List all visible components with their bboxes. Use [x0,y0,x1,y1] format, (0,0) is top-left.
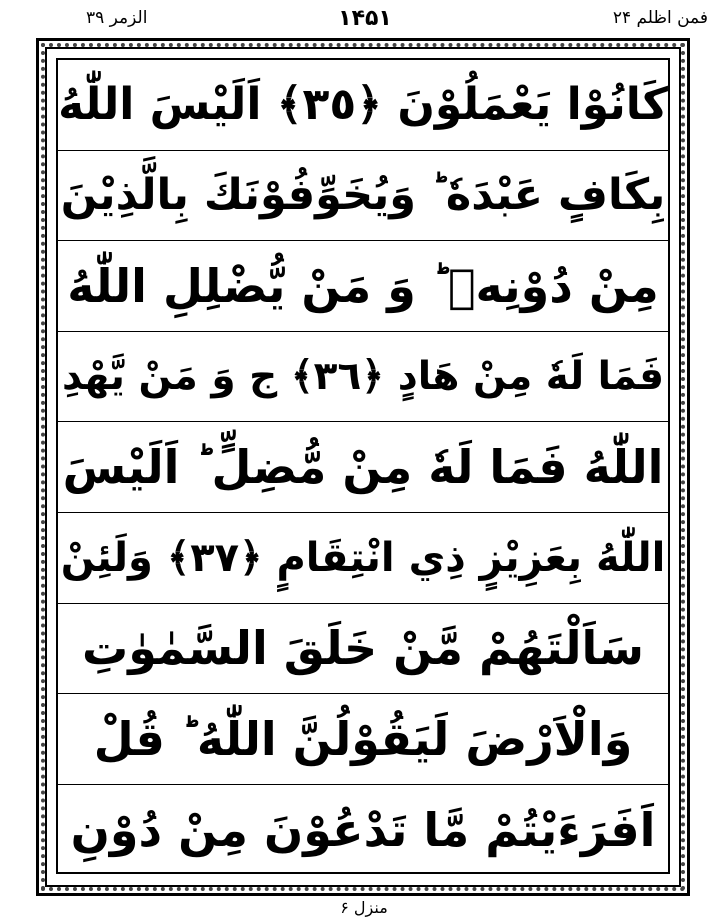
verse-line: وَالْاَرْضَ لَيَقُوْلُنَّ اللّٰهُ ؕ قُلْ [58,694,668,785]
page-number: ۱۴۵۱ [338,6,392,31]
verse-line: فَمَا لَهٗ مِنْ هَادٍ ﴿٣٦﴾ ج وَ مَنْ يَّهْدِ [58,332,668,423]
verse-line: اللّٰهُ فَمَا لَهٗ مِنْ مُّضِلٍّ ؕ اَلَيْسَ [58,422,668,513]
verse-line: اَفَرَءَيْتُمْ مَّا تَدْعُوْنَ مِنْ دُوْنِ [70,803,656,858]
page-header [0,6,728,34]
verse-line: سَاَلْتَهُمْ مَّنْ خَلَقَ السَّمٰوٰتِ [58,604,668,695]
manzil-label: منزل ۶ [340,898,388,917]
verse-text-block [56,58,670,874]
verse-line: اللّٰهُ بِعَزِيْزٍ ذِي انْتِقَامٍ ﴿٣٧﴾ وَلَئِنْ [58,513,668,604]
verse-line: كَانُوْا يَعْمَلُوْنَ ﴿٣٥﴾ اَلَيْسَ اللّٰهُ [58,60,668,151]
surah-name-label: الزمر ۳۹ [86,8,148,28]
verse-line: مِنْ دُوْنِهٖ ؕ وَ مَنْ يُّضْلِلِ اللّٰهُ [58,241,668,332]
verse-line: بِكَافٍ عَبْدَهٗ ؕ وَيُخَوِّفُوْنَكَ بِالَّذِيْنَ [58,151,668,242]
juz-name-label: فمن اظلم ۲۴ [612,8,708,28]
